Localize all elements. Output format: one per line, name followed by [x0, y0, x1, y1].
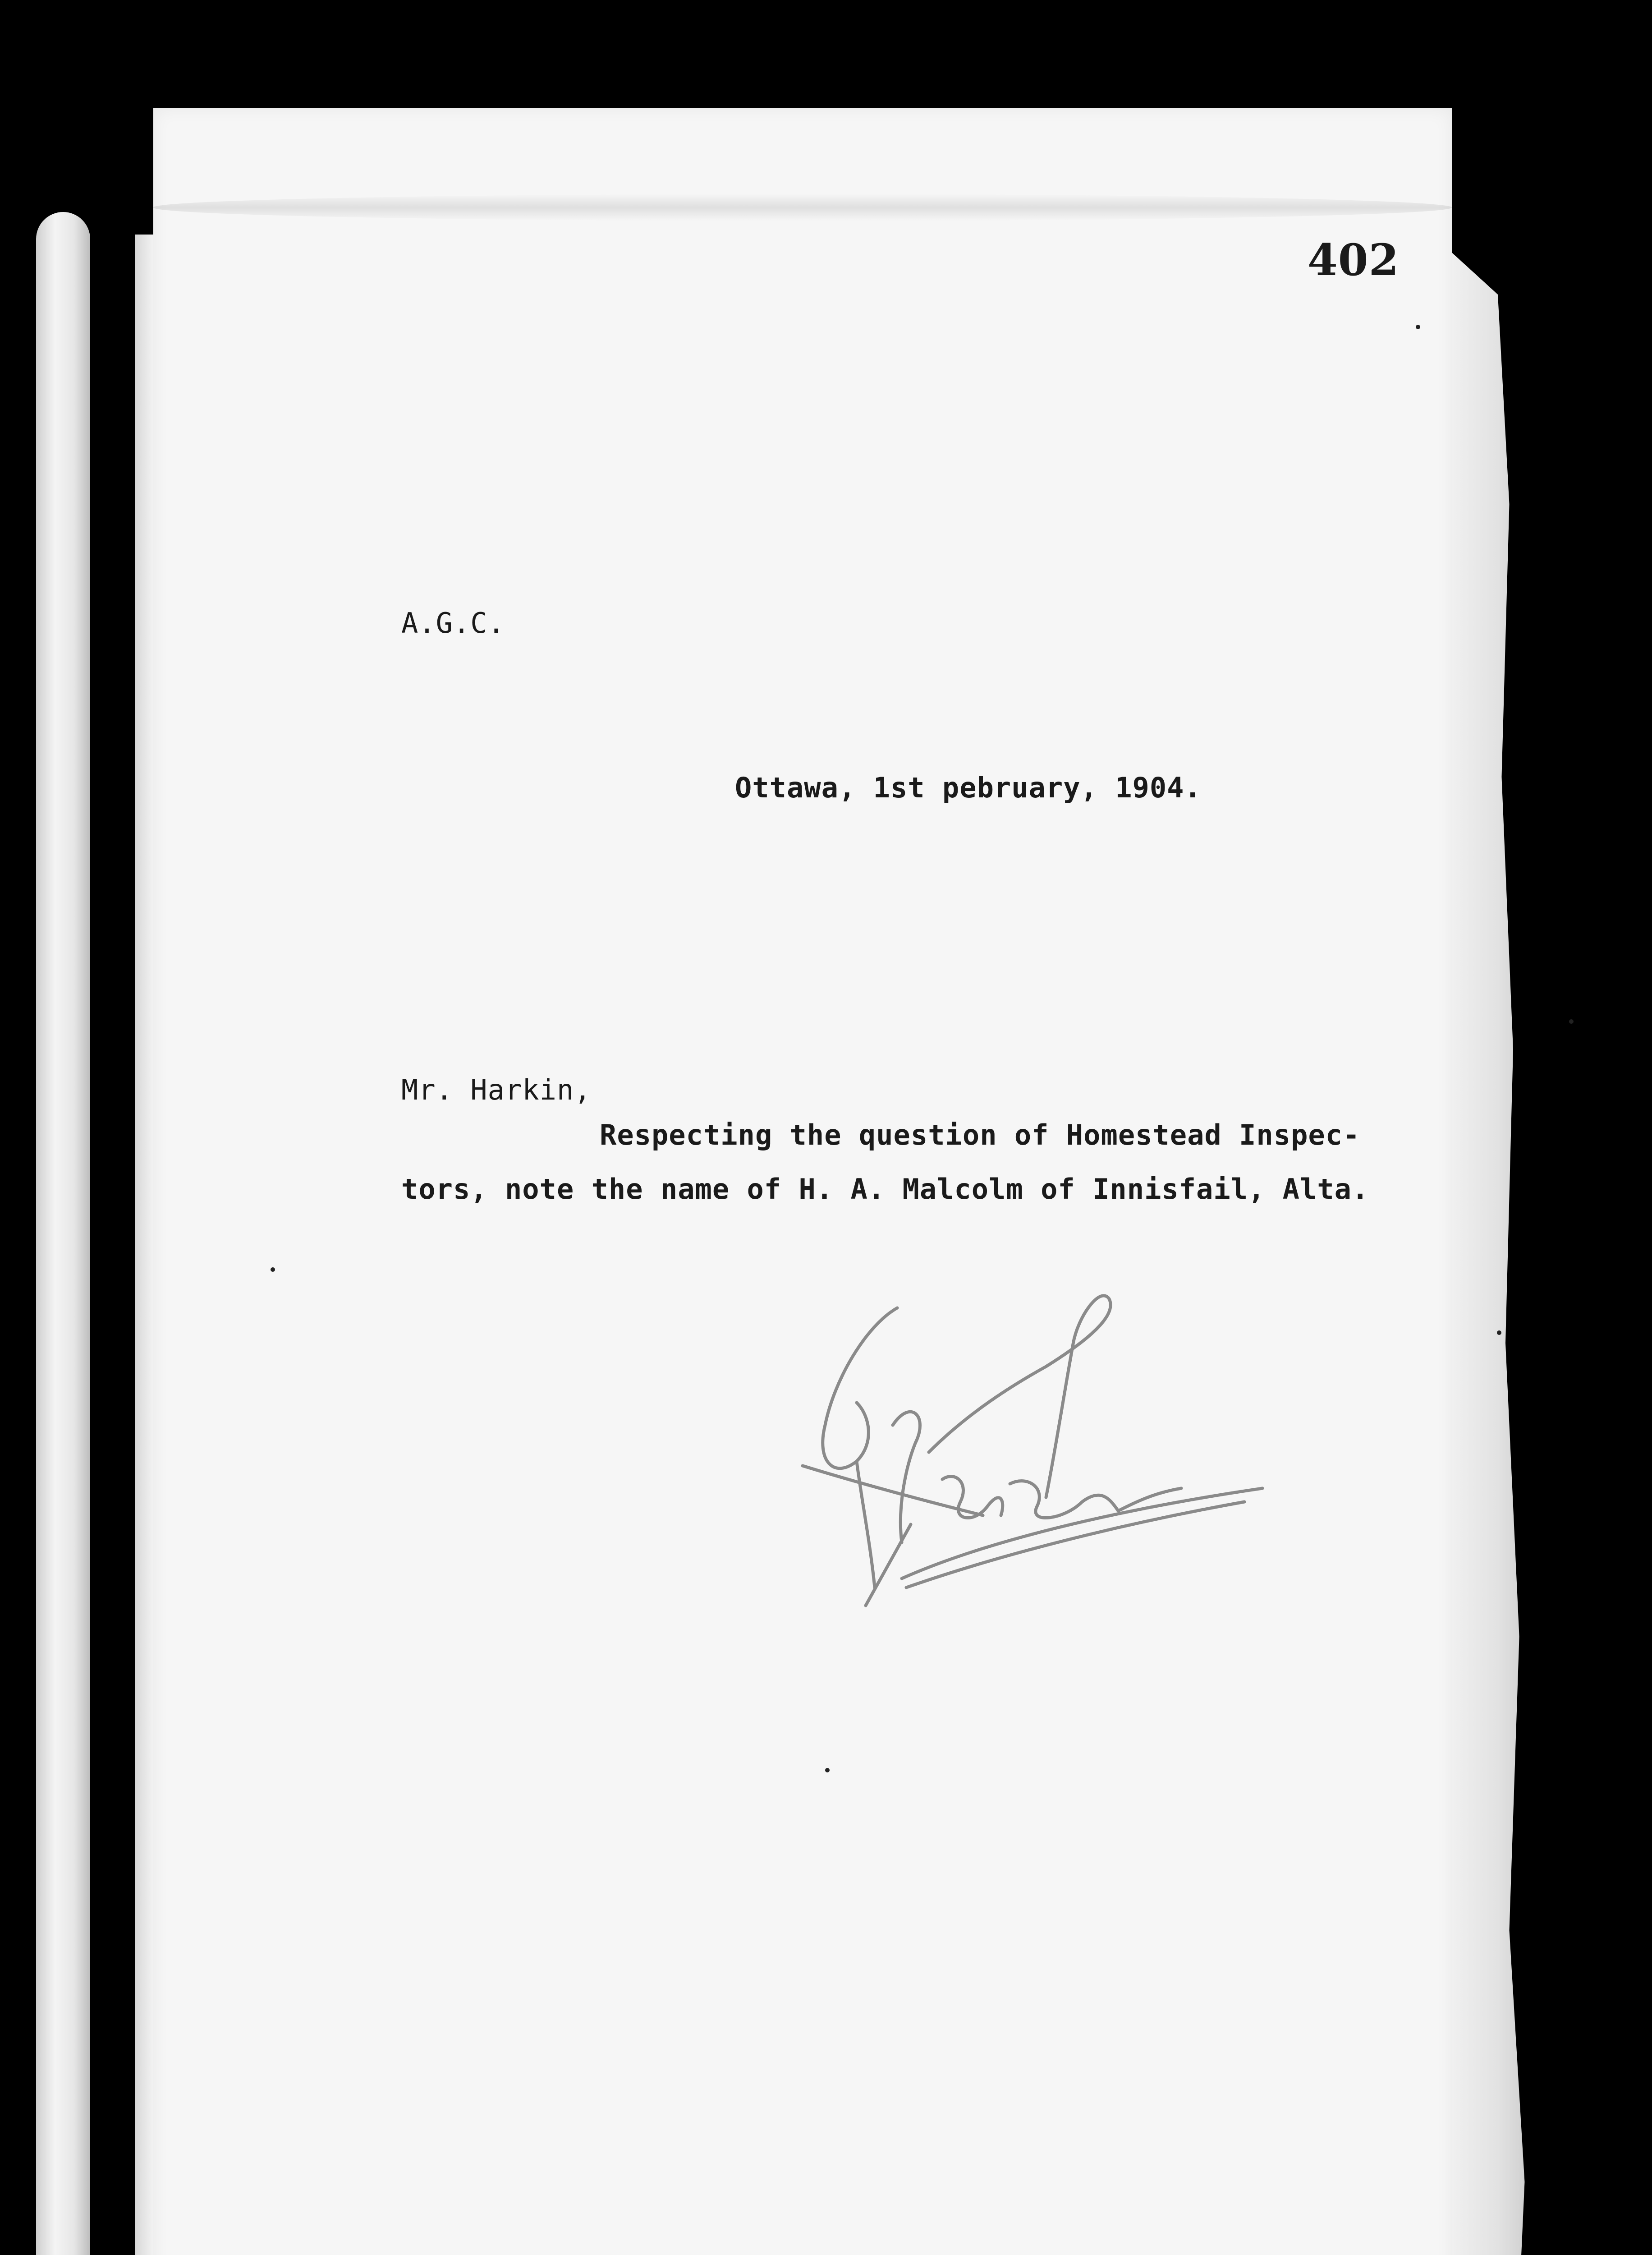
body-text-line: Respecting the question of Homestead Inspec-	[600, 1118, 1360, 1151]
sender-initials: A.G.C.	[401, 607, 505, 640]
dust-speck	[1497, 1330, 1501, 1335]
dateline: Ottawa, 1st pebruary, 1904.	[735, 771, 1202, 804]
dust-speck	[271, 1267, 275, 1272]
page-number: 402	[1308, 235, 1400, 285]
page-fold	[153, 194, 1452, 221]
binding-strip	[36, 212, 90, 2255]
dust-speck	[1569, 1019, 1574, 1024]
body-text-line: tors, note the name of H. A. Malcolm of Innisfail, Alta.	[401, 1173, 1369, 1206]
dust-speck	[825, 1768, 830, 1772]
page-torn-edge	[1452, 253, 1528, 2255]
handwritten-signature	[794, 1290, 1271, 1660]
dust-speck	[1416, 325, 1420, 329]
salutation: Mr. Harkin,	[401, 1073, 592, 1106]
